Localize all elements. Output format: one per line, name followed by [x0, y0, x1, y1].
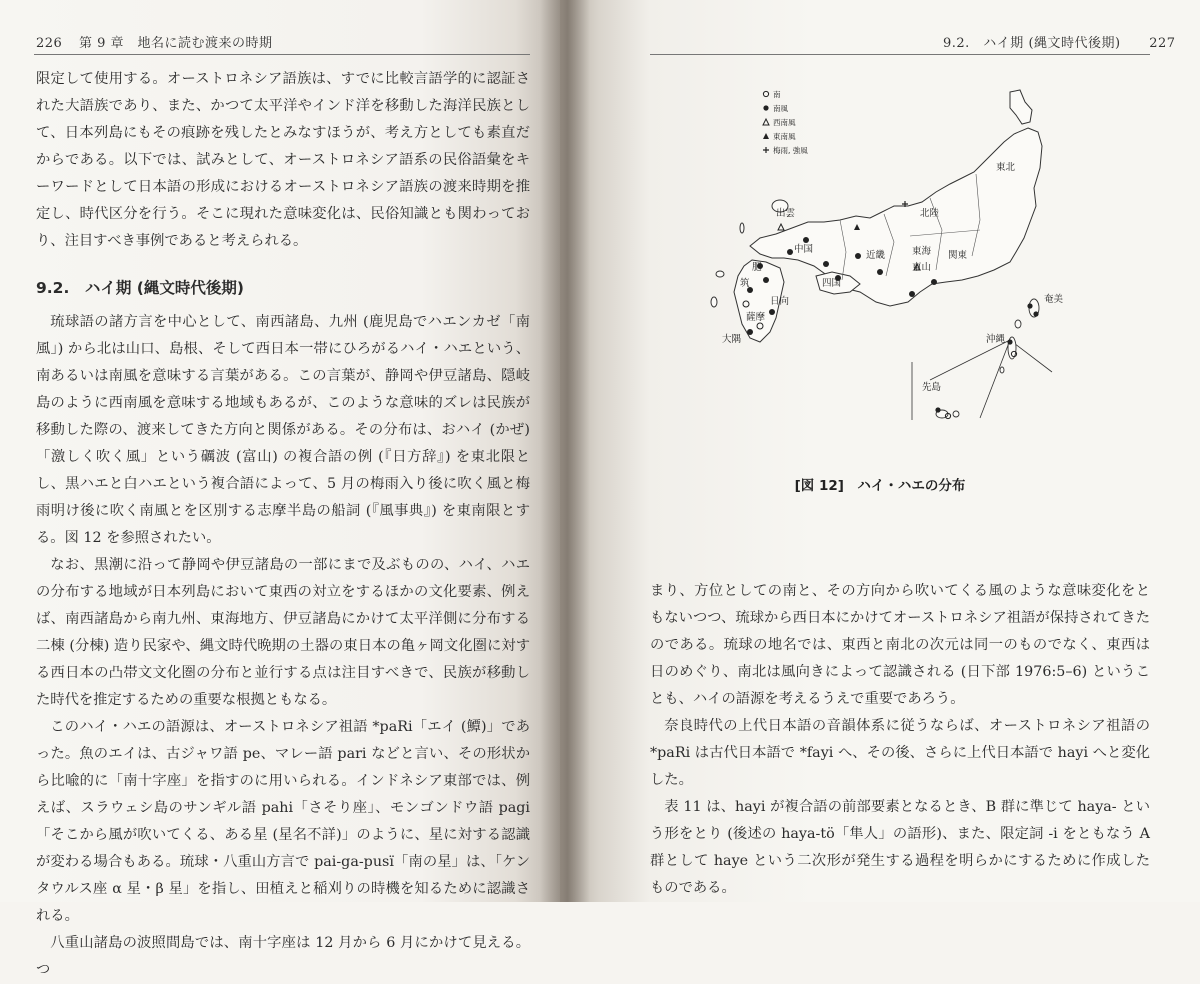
marker-southwest-wind — [778, 224, 784, 230]
label-sakishima: 先島 — [922, 382, 942, 393]
label-shikoku: 四国 — [822, 278, 842, 289]
paragraph-2: なお、黒潮に沿って静岡や伊豆諸島の一部にまで及ぶものの、ハイ、ハエの分布する地域が日本列島において東西の対立をするほかの文化要素、例えば、南西諸島から南九州、東海地方、伊豆諸島にかけて太平洋側に分布する二棟 (分棟) 造り民家や、縄文時代晩期の土器の東日本の亀ヶ岡文化圏に対する西日本の凸帯文文化圏の分布と並行する点は注目すべきで、民族が移動した時代を推定するための重要な根拠ともなる。 — [36, 557, 530, 708]
inset-line — [980, 340, 1010, 418]
left-page-number: 226 — [36, 36, 63, 51]
inset-line — [930, 340, 1052, 380]
paragraph-4: 八重山諸島の波照間島では、南十字座は 12 月から 6 月にかけて見える。つ — [36, 935, 530, 978]
label-osumi: 大隅 — [722, 334, 742, 345]
paragraph-1: 琉球語の諸方言を中心として、南西諸島、九州 (鹿児島でハエンカゼ「南風」) から北は山口、島根、そして西日本一帯にひろがるハイ・ハエという、南あるいは南風を意味する言葉がある。この言葉が、静岡や伊豆諸島、隠岐島のように西南風を意味する地域もあるが、このような意味的ズレは民族が移動した際の、渡来してきた方向と関係がある。その分布は、おハイ (かぜ)「激しく吹く風」という礪波 (富山) の複合語の例 (『日方辞』) を東北限とし、黒ハエと白ハエという複合語によって、5 月の梅雨入り後に吹く風と梅雨明け後に吹く南風とを区別する志摩半島の船詞 (『風事典』) を東南限とする。図 12 を参照されたい。 — [36, 314, 530, 546]
marker-south-wind — [803, 237, 809, 243]
legend-label-southwest-wind: 西南風 — [773, 118, 796, 127]
left-running-head — [36, 32, 273, 51]
marker-south-wind — [763, 277, 769, 283]
right-page — [560, 0, 1200, 902]
paragraph-3: このハイ・ハエの語源は、オーストロネシア祖語 *paRi「エイ (鱏)」であった。魚のエイは、古ジャワ語 pe、マレー語 pari などと言い、その形状から比喩的に「南十字座」を指すのに用いられる。インドネシア東部では、例えば、スラウェシ島のサンギル語 pahi「さそり座」、モンゴンドウ語 pagi「そこから風が吹いてくる、ある星 (星名不詳)」のように、星に対する認識が変わる場合もある。琉球・八重山方言で pai-ga-pusï「南の星」は、「ケンタウルス座 α 星・β 星」を指し、田植えと稲刈りの時機を知るために認識される。 — [36, 719, 530, 924]
right-paragraph-1: まり、方位としての南と、その方向から吹いてくる風のような意味変化をともないつつ、琉球から西日本にかけてオーストロネシア祖語が保持されてきたのである。琉球の地名では、東西と南北の次元は同一のものでなく、東西は日のめぐり、南北は風向きによって認識される (日下部 1976:5–6) ということも、ハイの語源を考えるうえで重要であろう。 — [650, 583, 1150, 707]
map-legend — [763, 89, 808, 155]
label-hyuga: 日向 — [770, 296, 790, 307]
label-kinki: 近畿 — [866, 250, 886, 261]
marker-south-wind — [823, 261, 829, 267]
label-hizen: 肥 — [752, 262, 762, 273]
label-kanto: 関東 — [948, 250, 968, 261]
islet-shape — [716, 271, 724, 277]
legend-marker-southeast-wind — [763, 133, 769, 139]
legend-label-south-wind: 南風 — [773, 104, 788, 113]
island-shape — [1015, 320, 1021, 328]
legend-marker-south-wind — [763, 105, 768, 110]
marker-south-wind — [1033, 311, 1038, 316]
marker-south-wind — [855, 253, 861, 259]
left-page — [0, 0, 560, 978]
book-gutter-shadow — [540, 0, 590, 902]
legend-marker-south — [763, 91, 768, 96]
island-shape — [1000, 367, 1004, 373]
label-tosan: 東山 — [912, 262, 932, 273]
label-tokai: 東海 — [912, 246, 932, 257]
japan-outline — [711, 90, 1042, 342]
label-okinawa: 沖縄 — [986, 334, 1006, 345]
islet-shape — [740, 223, 744, 233]
left-chapter-title: 第 9 章 地名に読む渡来の時期 — [78, 36, 273, 51]
right-paragraph-3: 表 11 は、hayi が複合語の前部要素となるとき、B 群に準じて haya- という形をとり (後述の haya-tö「隼人」の語形)、また、限定詞 -i をともなう A 群として haye という二次形が発生する過程を明らかにするために作成したものである。 — [650, 799, 1150, 896]
distribution-map — [680, 80, 1080, 440]
legend-label-southeast-wind: 東南風 — [773, 132, 796, 141]
section-title: 9.2. ハイ期 (縄文時代後期) — [36, 279, 244, 297]
marker-south-wind — [909, 291, 915, 297]
right-section-head: 9.2. ハイ期 (縄文時代後期) — [943, 36, 1121, 51]
marker-south-wind — [1027, 303, 1032, 308]
legend-label-south: 南 — [773, 90, 781, 99]
marker-south-wind — [787, 249, 793, 255]
ryukyu-islands — [936, 299, 1039, 418]
right-paragraph-2: 奈良時代の上代日本語の音韻体系に従うならば、オーストロネシア祖語の *paRi は古代日本語で *fayi へ、その後、さらに上代日本語で hayi へと変化した。 — [650, 718, 1150, 788]
islet-shape — [711, 297, 717, 307]
label-izumo: 出雲 — [776, 208, 796, 219]
hokkaido-shape — [1010, 90, 1032, 124]
legend-label-rainy-season: 梅雨, 強風 — [773, 146, 808, 155]
map-svg — [680, 80, 1080, 440]
label-tohoku: 東北 — [996, 162, 1016, 173]
legend-marker-rainy-season — [763, 147, 769, 153]
label-chugoku: 中国 — [794, 244, 814, 255]
label-hokuriku: 北陸 — [920, 208, 940, 219]
right-page-number: 227 — [1149, 36, 1176, 51]
right-running-head — [943, 32, 1176, 51]
marker-south-wind — [1007, 339, 1012, 344]
marker-south-wind — [769, 309, 775, 315]
left-header-rule — [34, 54, 530, 55]
right-header-rule — [650, 54, 1150, 55]
marker-south-wind — [877, 269, 883, 275]
figure-caption: [図 12] ハイ・ハエの分布 — [794, 478, 966, 494]
marker-south-wind — [747, 329, 753, 335]
label-chikuzen: 筑 — [740, 278, 750, 289]
label-amami: 奄美 — [1044, 294, 1064, 305]
island-shape — [953, 411, 959, 417]
marker-south-wind — [931, 279, 937, 285]
right-body — [650, 578, 1150, 902]
left-body — [36, 66, 530, 984]
nansei-inset-lines — [912, 340, 1052, 420]
legend-marker-southwest-wind — [763, 119, 769, 125]
label-satsuma: 薩摩 — [746, 312, 766, 323]
intro-paragraph: 限定して使用する。オーストロネシア語族は、すでに比較言語学的に認証された大語族であり、また、かつて太平洋やインド洋を移動した海洋民族として、日本列島にもその痕跡を残したとみなすほうが、考え方としても素直だからである。以下では、試みとして、オーストロネシア語系の民俗語彙をキーワードとして日本語の形成におけるオーストロネシア語族の渡来時期を推定し、時代区分を行う。そこに現れた意味変化は、民俗知識とも関わっており、注目すべき事例であると考えられる。 — [36, 71, 530, 249]
marker-south-wind — [935, 407, 940, 412]
